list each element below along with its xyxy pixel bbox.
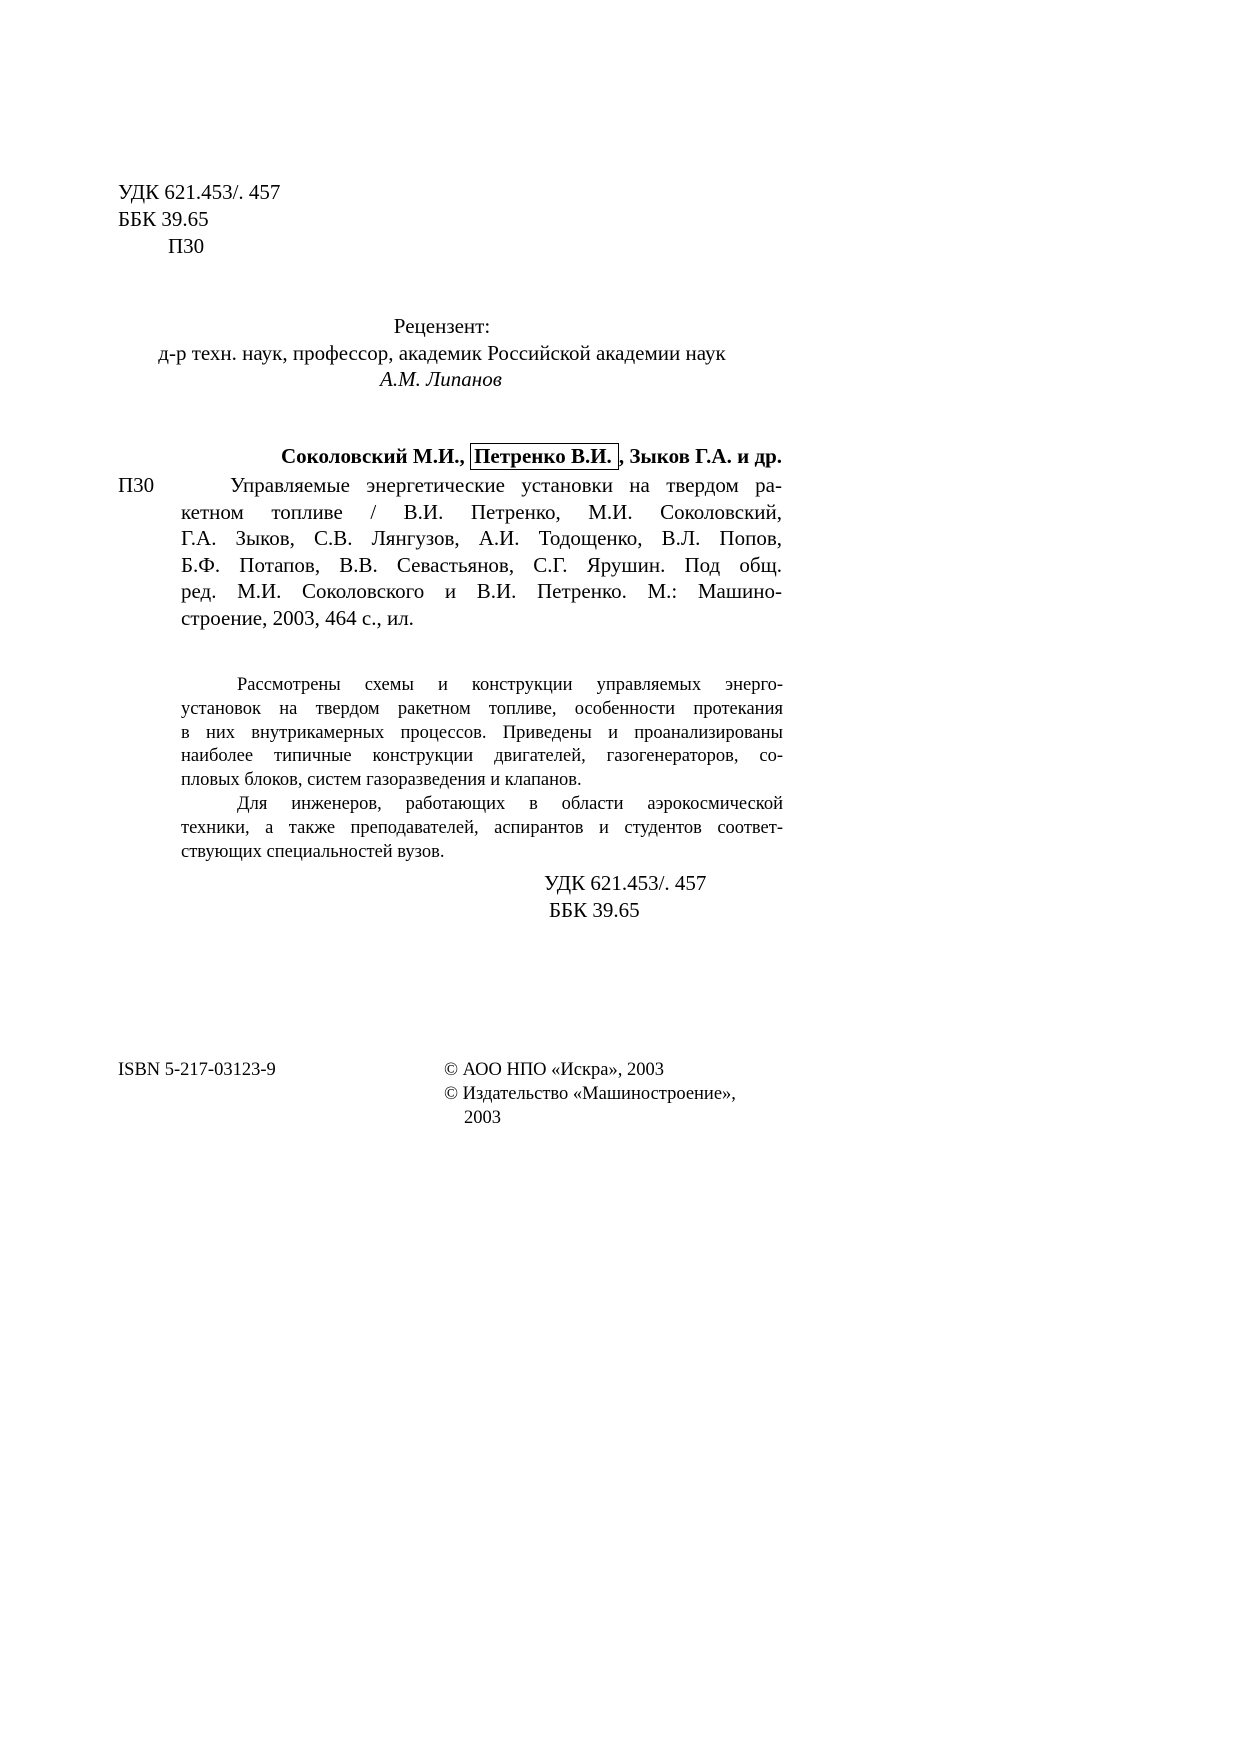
author-mark: П30: [168, 234, 205, 258]
bibliographic-description: [181, 472, 782, 631]
authors-line: [230, 442, 782, 470]
isbn: ISBN 5-217-03123-9: [118, 1060, 276, 1080]
copyright-publisher: © Издательство «Машиностроение»,: [444, 1084, 736, 1104]
description-line: кетном топливе / В.И. Петренко, М.И. Соколовский,: [181, 499, 782, 524]
bbk-code: ББК 39.65: [118, 207, 209, 231]
abstract-line: Для инженеров, работающих в области аэрокосмической: [237, 794, 783, 814]
abstract-bbk: ББК 39.65: [549, 898, 640, 922]
description-line: строение, 2003, 464 с., ил.: [181, 605, 414, 630]
abstract-line: пловых блоков, систем газоразведения и клапанов.: [181, 770, 582, 791]
copyright-iskra: © АОО НПО «Искра», 2003: [444, 1060, 664, 1080]
abstract-udk: УДК 621.453/. 457: [544, 871, 707, 895]
udk-code: УДК 621.453/. 457: [118, 180, 281, 204]
abstract-line: наиболее типичные конструкции двигателей, газогенераторов, со-: [181, 746, 783, 767]
author-lead: Соколовский М.И.,: [280, 444, 465, 468]
authors-tail: , Зыков Г.А. и др.: [618, 444, 782, 468]
reviewer-label: Рецензент:: [393, 314, 491, 338]
abstract-line: техники, а также преподавателей, аспирантов и студентов соответ-: [181, 817, 783, 838]
abstract-line: в них внутрикамерных процессов. Приведены и проанализированы: [181, 722, 783, 743]
description-line: ред. М.И. Соколовского и В.И. Петренко. М.: Машино-: [181, 579, 782, 603]
abstract-paragraph-1: [181, 674, 783, 793]
description-line: Г.А. Зыков, С.В. Лянгузов, А.И. Тодощенко, В.Л. Попов,: [181, 526, 782, 550]
reviewer-credentials: д-р техн. наук, профессор, академик Российской академии наук: [158, 341, 726, 365]
bibliography-code: П30: [118, 473, 155, 497]
highlighted-author: Петренко В.И.: [470, 443, 619, 470]
copyright-year: 2003: [464, 1108, 501, 1128]
abstract-line: ствующих специальностей вузов.: [181, 841, 445, 862]
abstract-line: установок на твердом ракетном топливе, особенности протекания: [181, 698, 783, 719]
description-line: Управляемые энергетические установки на твердом ра-: [230, 473, 782, 497]
abstract-paragraph-2: [181, 793, 783, 864]
reviewer-name: А.М. Липанов: [380, 367, 502, 391]
abstract-line: Рассмотрены схемы и конструкции управляемых энерго-: [237, 675, 783, 695]
description-line: Б.Ф. Потапов, В.В. Севастьянов, С.Г. Ярушин. Под общ.: [181, 552, 782, 577]
